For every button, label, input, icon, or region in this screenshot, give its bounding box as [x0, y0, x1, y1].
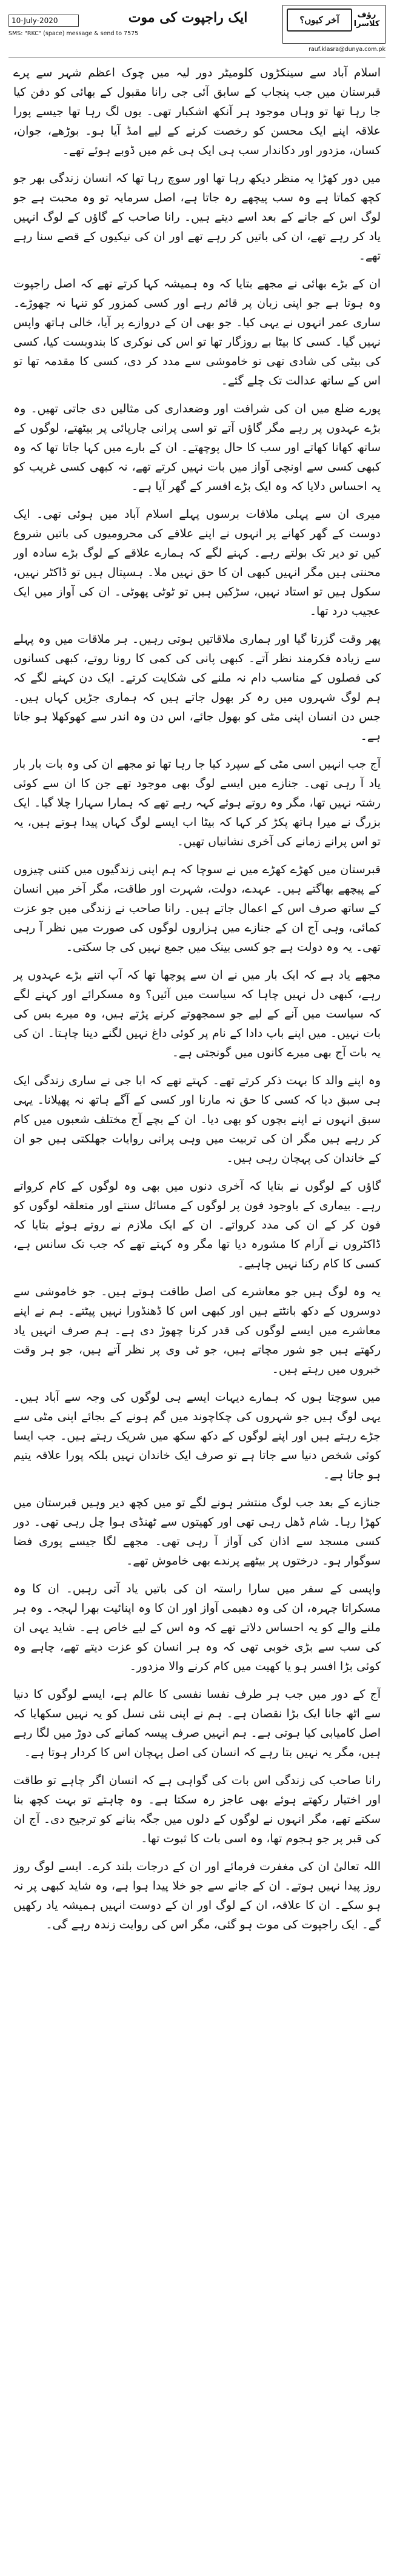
- column-title: آخر کیوں؟: [287, 8, 352, 32]
- article-paragraph: اسلام آباد سے سینکڑوں کلومیٹر دور لیہ میں چوک اعظم شہر سے پرے قبرستان میں جب پنجاب کے سابق آئی جی رانا مقبول کے بھائی کو دفن کیا جا رہا تھا تو وہاں موجود ہر آنکھ اشکبار تھی۔ یوں لگ رہا تھا جیسے پورا علاقہ اپنے ایک محسن کو رخصت کرنے کے لیے امڈ آیا ہو۔ بوڑھے، جوان، کسان، مزدور اور دکاندار سب ہی ایک ہی غم میں ڈوبے ہوئے تھے۔: [13, 66, 381, 157]
- column-header: [0, 0, 394, 58]
- sms-instructions: SMS: "RKC" (space) message & send to 7575: [8, 30, 139, 37]
- article-paragraph: گاؤں کے لوگوں نے بتایا کہ آخری دنوں میں بھی وہ لوگوں کے کام کرواتے رہے۔ بیماری کے باوجود فون پر لوگوں کے مسائل سنتے اور متعلقہ لوگوں کو فون کر کے ان کی مدد کرواتے۔ ان کے ایک ملازم نے روتے ہوئے بتایا کہ ڈاکٹروں نے آرام کا مشورہ دیا تھا مگر وہ کہتے تھے کہ جب تک سانس ہے، کسی کا کام رکنا نہیں چاہیے۔: [13, 1179, 381, 1270]
- article-paragraph: میری ان سے پہلی ملاقات برسوں پہلے اسلام آباد میں ہوئی تھی۔ ایک دوست کے گھر کھانے پر انہوں نے اپنے علاقے کی محرومیوں کی باتیں شروع کیں تو دیر تک بولتے رہے۔ کہنے لگے کہ ہمارے علاقے کے لوگ بڑے سادہ اور محنتی ہیں مگر انہیں کبھی ان کا حق نہیں ملا۔ ہسپتال ہیں تو ڈاکٹر نہیں، سکول ہیں تو استاد نہیں، سڑکیں ہیں تو ٹوٹی پھوٹی۔ ان کی آواز میں ایک عجیب درد تھا۔: [13, 508, 381, 618]
- article-paragraph: اللہ تعالیٰ ان کی مغفرت فرمائے اور ان کے درجات بلند کرے۔ ایسے لوگ روز روز پیدا نہیں ہوتے۔ ان کے جانے سے جو خلا پیدا ہوا ہے، وہ شاید کبھی پر نہ ہو سکے۔ ان کا علاقہ، ان کے لوگ اور ان کے دوست انہیں ہمیشہ یاد رکھیں گے۔ ایک راجپوت کی موت ہو گئی، مگر اس کی روایت زندہ رہے گی۔: [13, 1860, 381, 1931]
- article-paragraph: ان کے بڑے بھائی نے مجھے بتایا کہ وہ ہمیشہ کہا کرتے تھے کہ اصل راجپوت وہ ہوتا ہے جو اپنی زبان پر قائم رہے اور کسی کمزور کو تنہا نہ چھوڑے۔ ساری عمر انہوں نے یہی کیا۔ جو بھی ان کے دروازے پر آیا، خالی ہاتھ واپس نہیں گیا۔ کسی کا بیٹا بے روزگار تھا تو اس کی نوکری کا بندوبست کیا، کسی کی بیٹی کی شادی تھی تو خاموشی سے مدد کر دی، کسی کا مقدمہ تھا تو اس کے ساتھ عدالت تک چلے گئے۔: [13, 277, 381, 387]
- column-brand: [282, 5, 386, 44]
- headline: ایک راجپوت کی موت: [128, 10, 248, 25]
- article-paragraph: پھر وقت گزرتا گیا اور ہماری ملاقاتیں ہوتی رہیں۔ ہر ملاقات میں وہ پہلے سے زیادہ فکرمند نظر آتے۔ کبھی پانی کی کمی کا رونا روتے، کبھی کسانوں کی فصلوں کے مناسب دام نہ ملنے کی شکایت کرتے۔ ایک دن کہنے لگے کہ ہم لوگ شہروں میں رہ کر بھول جاتے ہیں کہ ہماری جڑیں کہاں ہیں۔ جس دن انسان اپنی مٹی کو بھول جائے، اس دن وہ اندر سے کھوکھلا ہو جاتا ہے۔: [13, 632, 381, 743]
- article-body: [13, 63, 381, 2561]
- article-paragraph: آج جب انہیں اسی مٹی کے سپرد کیا جا رہا تھا تو مجھے ان کی وہ بات بار بار یاد آ رہی تھی۔ جنازے میں ایسے لوگ بھی موجود تھے جن کا ان سے کوئی رشتہ نہیں تھا، مگر وہ روتے ہوئے کہہ رہے تھے کہ ہمارا سہارا چلا گیا۔ ایک بزرگ نے میرا ہاتھ پکڑ کر کہا کہ بیٹا اب ایسے لوگ کہاں پیدا ہوتے ہیں، یہ تو اس پرانے زمانے کی آخری نشانیاں تھیں۔: [13, 757, 381, 848]
- article-paragraph: یہ وہ لوگ ہیں جو معاشرے کی اصل طاقت ہوتے ہیں۔ جو خاموشی سے دوسروں کے دکھ بانٹتے ہیں اور کبھی اس کا ڈھنڈورا نہیں پیٹتے۔ ہم نے اپنے معاشرے میں ایسے لوگوں کی قدر کرنا چھوڑ دی ہے۔ ہم صرف انہیں یاد رکھتے ہیں جو شور مچاتے ہیں، جو ٹی وی پر نظر آتے ہیں، جو ہر وقت خبروں میں رہتے ہیں۔: [13, 1285, 381, 1376]
- article-paragraph: وہ اپنے والد کا بہت ذکر کرتے تھے۔ کہتے تھے کہ ابا جی نے ساری زندگی ایک ہی سبق دیا کہ کسی کا حق نہ مارنا اور کسی کے آگے ہاتھ نہ پھیلانا۔ یہی سبق انہوں نے اپنے بچوں کو بھی دیا۔ ان کے بچے آج مختلف شعبوں میں کام کر رہے ہیں مگر ان کی تربیت میں وہی پرانی روایات جھلکتی ہیں جو ان کے خاندان کی پہچان رہی ہیں۔: [13, 1074, 381, 1165]
- article-paragraph: پورے ضلع میں ان کی شرافت اور وضعداری کی مثالیں دی جاتی تھیں۔ وہ بڑے عہدوں پر رہے مگر گاؤں آتے تو اسی پرانی چارپائی پر بیٹھتے، لوگوں کے ساتھ کھانا کھاتے اور سب کا حال پوچھتے۔ ان کے بارے میں کہا جاتا تھا کہ وہ کبھی کسی سے اونچی آواز میں بات نہیں کرتے تھے، نہ کبھی کسی غریب کو یہ احساس دلایا کہ وہ ایک بڑے افسر کے گھر آیا ہے۔: [13, 402, 381, 493]
- article-paragraph: میں سوچتا ہوں کہ ہمارے دیہات ایسے ہی لوگوں کی وجہ سے آباد ہیں۔ یہی لوگ ہیں جو شہروں کی چکاچوند میں گم ہونے کے بجائے اپنی مٹی سے جڑے رہتے ہیں اور اپنے لوگوں کے دکھ سکھ میں شریک رہتے ہیں۔ جب ایسا کوئی شخص دنیا سے جاتا ہے تو صرف ایک خاندان نہیں بلکہ پورا علاقہ یتیم ہو جاتا ہے۔: [13, 1390, 381, 1481]
- publish-date: 10-July-2020: [8, 15, 79, 27]
- author-email[interactable]: rauf.klasra@dunya.com.pk: [309, 46, 386, 53]
- article-paragraph: میں دور کھڑا یہ منظر دیکھ رہا تھا اور سوچ رہا تھا کہ انسان زندگی بھر جو کچھ کماتا ہے وہ سب پیچھے رہ جاتا ہے، اصل سرمایہ تو وہ محبت ہے جو لوگ اس کے جانے کے بعد اسے دیتے ہیں۔ رانا صاحب کے گاؤں کے لوگ انہیں یاد کر رہے تھے، ان کی باتیں کر رہے تھے اور ان کی نیکیوں کے قصے سنا رہے تھے۔: [13, 172, 381, 263]
- article-paragraph: قبرستان میں کھڑے کھڑے میں نے سوچا کہ ہم اپنی زندگیوں میں کتنی چیزوں کے پیچھے بھاگتے ہیں۔ عہدے، دولت، شہرت اور طاقت، مگر آخر میں انسان کے ساتھ صرف اس کے اعمال جاتے ہیں۔ رانا صاحب نے زندگی میں جو عزت کمائی، وہی آج ان کے جنازے میں ہزاروں لوگوں کی صورت میں نظر آ رہی تھی۔ یہ وہ دولت ہے جو کسی بینک میں جمع نہیں کی جا سکتی۔: [13, 863, 381, 954]
- article-paragraph: جنازے کے بعد جب لوگ منتشر ہونے لگے تو میں کچھ دیر وہیں قبرستان میں کھڑا رہا۔ شام ڈھل رہی تھی اور کھیتوں سے ٹھنڈی ہوا چل رہی تھی۔ دور کسی مسجد سے اذان کی آواز آ رہی تھی۔ مجھے لگا جیسے پوری فضا سوگوار ہو۔ درختوں پر بیٹھے پرندے بھی خاموش تھے۔: [13, 1496, 381, 1568]
- article-paragraph: رانا صاحب کی زندگی اس بات کی گواہی ہے کہ انسان اگر چاہے تو طاقت اور اختیار رکھتے ہوئے بھی عاجز رہ سکتا ہے۔ وہ چاہتے تو بہت کچھ بنا سکتے تھے، مگر انہوں نے لوگوں کے دلوں میں جگہ بنانے کو ترجیح دی۔ آج ان کی قبر پر جو ہجوم تھا، وہ اسی بات کا ثبوت تھا۔: [13, 1774, 381, 1845]
- article-paragraph: مجھے یاد ہے کہ ایک بار میں نے ان سے پوچھا تھا کہ آپ اتنے بڑے عہدوں پر رہے، کبھی دل نہیں چاہا کہ سیاست میں آئیں؟ وہ مسکرائے اور کہنے لگے کہ سیاست میں آنے کے لیے جو سمجھوتے کرنے پڑتے ہیں، وہ میرے بس کی بات نہیں۔ میں اپنے باپ دادا کے نام پر کوئی داغ نہیں لگنے دینا چاہتا۔ ان کی یہ بات آج بھی میرے کانوں میں گونجتی ہے۔: [13, 968, 381, 1059]
- author-name: رؤف کلاسرا: [353, 10, 380, 29]
- article-paragraph: واپسی کے سفر میں سارا راستہ ان کی باتیں یاد آتی رہیں۔ ان کا وہ مسکراتا چہرہ، ان کی وہ دھیمی آواز اور ان کا وہ اپنائیت بھرا لہجہ۔ وہ ہر ملنے والے کو یہ احساس دلاتے تھے کہ وہ اس کے لیے خاص ہے۔ شاید یہی ان کی سب سے بڑی خوبی تھی کہ وہ ہر انسان کو عزت دیتے تھے، چاہے وہ کوئی بڑا افسر ہو یا کھیت میں کام کرنے والا مزدور۔: [13, 1582, 381, 1673]
- header-divider: [8, 57, 386, 58]
- article-paragraph: آج کے دور میں جب ہر طرف نفسا نفسی کا عالم ہے، ایسے لوگوں کا دنیا سے اٹھ جانا ایک بڑا نقصان ہے۔ ہم نے اپنی نئی نسل کو یہ نہیں سکھایا کہ اصل کامیابی کیا ہوتی ہے۔ ہم انہیں صرف پیسہ کمانے کی دوڑ میں لگا رہے ہیں، مگر یہ نہیں بتا رہے کہ انسان کی اصل پہچان اس کا کردار ہوتا ہے۔: [13, 1688, 381, 1759]
